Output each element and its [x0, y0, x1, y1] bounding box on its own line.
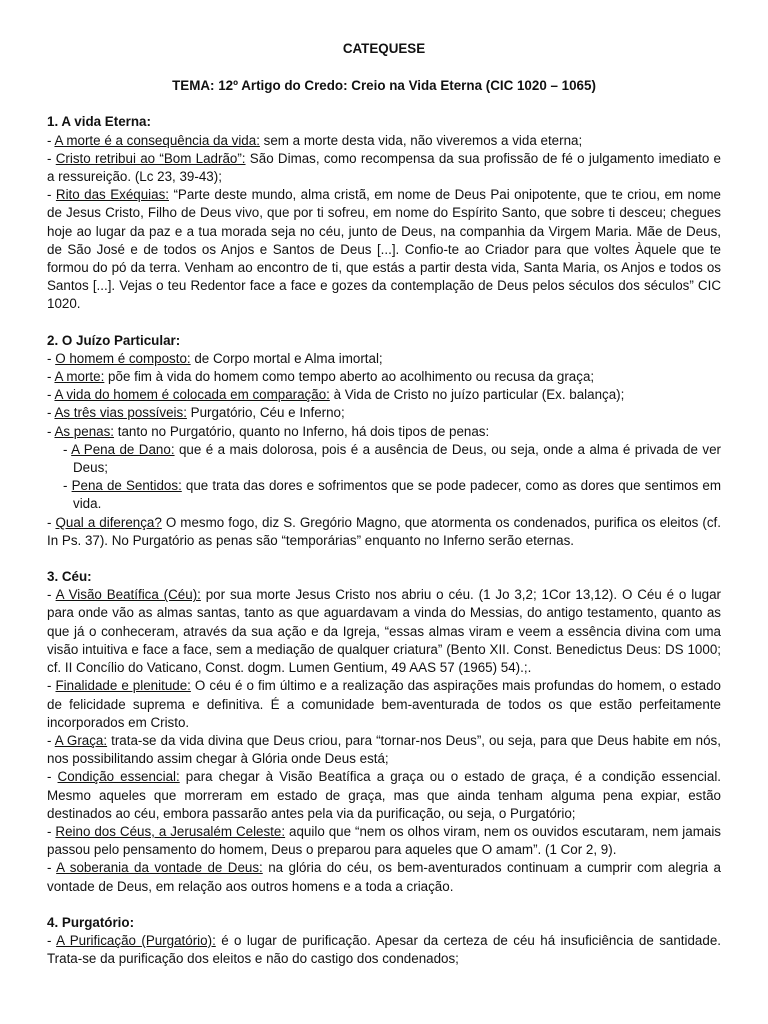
- list-dash: -: [47, 587, 56, 603]
- item-text: “Parte deste mundo, alma cristã, em nome de Deus Pai onipotente, que te criou, em nome de Jesus Cristo, Filho de Deus vivo, que por ti sofreu, em nome do Espírito Santo, que sobre ti desceu; chegues hoje ao lugar da paz e a tua morada seja no céu, junto de Deus, na companhia da Virgem Maria. Mãe de Deus, de São José e de todos os Anjos e Santos de Deus [...]. Confio-te ao Criador para que voltes Àquele que te formou do pó da terra. Venham ao encontro de ti, que estás a partir desta vida, Santa Maria, os Anjos e todos os Santos [...]. Vejas o teu Redentor face a face e gozes da contemplação de Deus pelos séculos dos séculos” CIC 1020.: [47, 187, 721, 312]
- section-heading: 1. A vida Eterna:: [47, 114, 151, 130]
- item-term: A morte é a consequência da vida:: [54, 132, 260, 148]
- list-dash: -: [47, 514, 56, 530]
- item-term: Reino dos Céus, a Jerusalém Celeste:: [55, 823, 286, 839]
- item-term: Cristo retribui ao “Bom Ladrão”:: [55, 150, 246, 166]
- section: [47, 914, 721, 969]
- item-term: A vida do homem é colocada em comparação:: [54, 387, 330, 403]
- item-text: tanto no Purgatório, quanto no Inferno, há dois tipos de penas:: [114, 423, 490, 439]
- item-text: para chegar à Visão Beatífica a graça ou o estado de graça, é a condição essencial. Mesmo aqueles que morreram em estado de graça, mas que ainda tenham alguma pena expiar, estão destinados ao céu, embora passarão antes pela via da purificação, ou seja, o Purgatório;: [47, 769, 722, 821]
- item-term: Condição essencial:: [57, 769, 180, 785]
- item-term: A Purificação (Purgatório):: [56, 932, 216, 948]
- item-text: de Corpo mortal e Alma imortal;: [190, 350, 383, 366]
- section: [47, 113, 721, 313]
- item-text: que trata das dores e sofrimentos que se pode padecer, como as dores que sentimos em vida.: [73, 478, 721, 512]
- list-dash: -: [63, 441, 72, 457]
- item-text: trata-se da vida divina que Deus criou, para “tornar-nos Deus”, ou seja, para que Deus habite em nós, nos possibilitando assim chegar à Glória onde Deus está;: [47, 732, 721, 767]
- list-item: [47, 150, 721, 186]
- list-item: [47, 586, 721, 677]
- list-dash: -: [47, 132, 55, 148]
- section-heading: 2. O Juízo Particular:: [47, 332, 181, 348]
- list-dash: -: [47, 860, 57, 876]
- list-dash: -: [47, 769, 58, 785]
- section-heading: 3. Céu:: [47, 569, 92, 585]
- item-text: aquilo que “nem os olhos viram, nem os ouvidos escutaram, nem jamais passou pelo pensamento do homem, Deus o preparou para aqueles que O amam”. (1 Cor 2, 9).: [47, 823, 722, 858]
- list-dash: -: [47, 369, 55, 385]
- list-item: [47, 768, 721, 823]
- list-dash: -: [47, 732, 55, 748]
- item-term: O homem é composto:: [55, 350, 191, 366]
- item-text: O mesmo fogo, diz S. Gregório Magno, que atormenta os condenados, purifica os eleitos (cf. In Ps. 37). No Purgatório as penas são “temporárias” enquanto no Inferno serão eternas.: [47, 514, 721, 548]
- item-term: A soberania da vontade de Deus:: [56, 860, 263, 876]
- list-dash: -: [63, 478, 72, 494]
- item-text: é o lugar de purificação. Apesar da certeza de céu há insuficiência de santidade. Trata-se da purificação dos eleitos e não do castigo dos condenados;: [47, 932, 721, 967]
- item-text: põe fim à vida do homem como tempo aberto ao acolhimento ou recusa da graça;: [104, 369, 595, 385]
- list-item: [47, 677, 721, 732]
- item-term: Qual a diferença?: [55, 514, 162, 530]
- list-item: [47, 368, 721, 386]
- item-term: As penas:: [54, 423, 115, 439]
- document-body: [47, 113, 721, 968]
- list-dash: -: [47, 187, 56, 203]
- list-item: [47, 823, 721, 859]
- sub-list-item: [47, 441, 721, 477]
- list-dash: -: [47, 405, 55, 421]
- list-dash: -: [47, 387, 55, 403]
- item-text: por sua morte Jesus Cristo nos abriu o céu. (1 Jo 3,2; 1Cor 13,12). O Céu é o lugar para onde vão as almas santas, tanto as que aguardavam a vinda do Messias, do antigo testamento, quanto as que já o conheceram, através da sua ação e da Igreja, “essas almas viram e veem a essência divina com uma visão intuitiva e face a face, sem a mediação de qualquer criatura” (Bento XII. Const. Benedictus Deus: DS 1000; cf. II Concílio do Vaticano, Const. dogm. Lumen Gentium, 49 AAS 57 (1965) 54).;.: [47, 587, 721, 676]
- sub-list-item: [47, 477, 721, 513]
- item-term: Finalidade e plenitude:: [55, 678, 191, 694]
- item-text: que é a mais dolorosa, pois é a ausência de Deus, ou seja, onde a alma é privada de ver Deus;: [73, 441, 721, 476]
- list-dash: -: [47, 823, 56, 839]
- list-item: [47, 732, 721, 768]
- list-item: [47, 514, 721, 550]
- item-term: As três vias possíveis:: [54, 405, 187, 421]
- item-text: na glória do céu, os bem-aventurados continuam a cumprir com alegria a vontade de Deus, em relação aos outros homens e a toda a criação.: [47, 860, 721, 894]
- list-dash: -: [47, 423, 55, 439]
- section: [47, 332, 721, 550]
- item-term: Pena de Sentidos:: [71, 478, 182, 494]
- item-term: A Visão Beatífica (Céu):: [55, 587, 201, 603]
- list-dash: -: [47, 932, 57, 948]
- item-text: à Vida de Cristo no juízo particular (Ex. balança);: [329, 387, 625, 403]
- list-item: [47, 386, 721, 404]
- item-text: sem a morte desta vida, não viveremos a vida eterna;: [259, 132, 583, 148]
- list-item: [47, 423, 721, 441]
- item-term: A morte:: [54, 369, 105, 385]
- item-term: Rito das Exéquias:: [55, 187, 170, 203]
- list-item: [47, 132, 721, 150]
- list-item: [47, 859, 721, 895]
- list-dash: -: [47, 150, 56, 166]
- item-term: A Graça:: [54, 732, 108, 748]
- section-heading: 4. Purgatório:: [47, 914, 135, 930]
- item-text: O céu é o fim último e a realização das aspirações mais profundas do homem, o estado de felicidade suprema e definitiva. É a comunidade bem-aventurada de todos os que estão perfeitamente incorporados em Cristo.: [47, 678, 721, 730]
- section: [47, 568, 721, 896]
- document-theme: TEMA: 12º Artigo do Credo: Creio na Vida Eterna (CIC 1020 – 1065): [172, 78, 596, 94]
- list-item: [47, 932, 721, 968]
- list-dash: -: [47, 350, 56, 366]
- list-item: [47, 350, 721, 368]
- list-item: [47, 186, 721, 313]
- list-item: [47, 404, 721, 422]
- item-text: Purgatório, Céu e Inferno;: [186, 405, 345, 421]
- item-text: São Dimas, como recompensa da sua profissão de fé o julgamento imediato e a ressureição. (Lc 23, 39-43);: [47, 150, 721, 185]
- list-dash: -: [47, 678, 56, 694]
- item-term: A Pena de Dano:: [71, 441, 175, 457]
- document-title: CATEQUESE: [342, 41, 426, 56]
